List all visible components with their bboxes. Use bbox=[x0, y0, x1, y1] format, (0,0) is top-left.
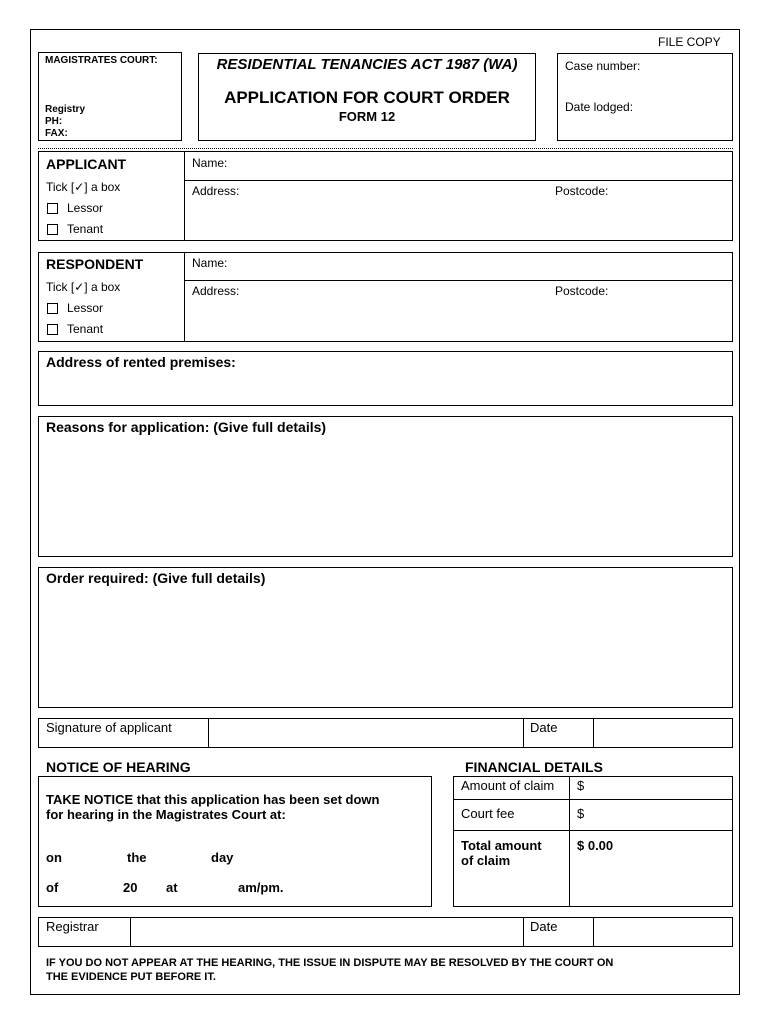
signature-label: Signature of applicant bbox=[46, 720, 172, 735]
form-number: FORM 12 bbox=[338, 109, 396, 124]
respondent-tick-instruction: Tick [✓] a box bbox=[46, 280, 121, 294]
respondent-name-field[interactable]: Name: bbox=[192, 256, 228, 270]
respondent-tenant-label: Tenant bbox=[67, 322, 104, 336]
applicant-section bbox=[38, 151, 733, 241]
applicant-address-field[interactable]: Address: bbox=[192, 184, 240, 198]
separator bbox=[38, 148, 733, 149]
amount-of-claim-field[interactable]: $ bbox=[577, 778, 585, 793]
order-field[interactable] bbox=[38, 567, 733, 708]
registrar-date-field[interactable] bbox=[594, 918, 732, 946]
respondent-tenant-checkbox[interactable] bbox=[47, 324, 58, 335]
reasons-field[interactable] bbox=[38, 416, 733, 557]
registrar-date-divider-left bbox=[523, 917, 524, 947]
notice-ampm: am/pm. bbox=[238, 880, 284, 895]
court-fee-label: Court fee bbox=[461, 806, 515, 821]
applicant-lessor-label: Lessor bbox=[67, 201, 104, 215]
reasons-label: Reasons for application: (Give full details) bbox=[46, 419, 327, 435]
registry-label: Registry bbox=[45, 104, 86, 115]
footer-warning-line-1: IF YOU DO NOT APPEAR AT THE HEARING, THE ISSUE IN DISPUTE MAY BE RESOLVED BY THE COURT ON bbox=[46, 957, 614, 969]
signature-date-label: Date bbox=[530, 720, 558, 735]
signature-date-field[interactable] bbox=[594, 719, 732, 747]
notice-heading: NOTICE OF HEARING bbox=[46, 759, 191, 775]
registrar-label: Registrar bbox=[46, 919, 99, 934]
applicant-lessor-checkbox[interactable] bbox=[47, 203, 58, 214]
financial-row-line-1 bbox=[453, 799, 733, 800]
total-amount-field[interactable]: $ 0.00 bbox=[577, 838, 614, 853]
applicant-tenant-checkbox[interactable] bbox=[47, 224, 58, 235]
applicant-tick-instruction: Tick [✓] a box bbox=[46, 180, 121, 194]
court-label: MAGISTRATES COURT: bbox=[45, 55, 158, 66]
applicant-heading: APPLICANT bbox=[46, 156, 127, 172]
notice-on: on bbox=[46, 850, 62, 865]
notice-at: at bbox=[166, 880, 178, 895]
signature-field[interactable] bbox=[209, 719, 522, 747]
respondent-divider bbox=[184, 252, 185, 342]
applicant-tenant-label: Tenant bbox=[67, 222, 104, 236]
respondent-postcode-field[interactable]: Postcode: bbox=[555, 284, 609, 298]
total-amount-label-2: of claim bbox=[461, 853, 511, 868]
registrar-date-label: Date bbox=[530, 919, 558, 934]
notice-line-2: for hearing in the Magistrates Court at: bbox=[46, 807, 286, 822]
act-title: RESIDENTIAL TENANCIES ACT 1987 (WA) bbox=[216, 56, 518, 73]
date-lodged-field[interactable]: Date lodged: bbox=[565, 100, 634, 114]
respondent-address-field[interactable]: Address: bbox=[192, 284, 240, 298]
amount-of-claim-label: Amount of claim bbox=[461, 778, 555, 793]
financial-heading: FINANCIAL DETAILS bbox=[465, 759, 603, 775]
notice-line-1: TAKE NOTICE that this application has been set down bbox=[46, 792, 380, 807]
applicant-divider bbox=[184, 151, 185, 241]
total-amount-label-1: Total amount bbox=[461, 838, 542, 853]
respondent-heading: RESPONDENT bbox=[46, 256, 144, 272]
respondent-lessor-label: Lessor bbox=[67, 301, 104, 315]
premises-label: Address of rented premises: bbox=[46, 354, 236, 370]
case-number-field[interactable]: Case number: bbox=[565, 59, 641, 73]
respondent-lessor-checkbox[interactable] bbox=[47, 303, 58, 314]
applicant-name-field[interactable]: Name: bbox=[192, 156, 228, 170]
page-title: APPLICATION FOR COURT ORDER bbox=[224, 88, 510, 107]
notice-of: of bbox=[46, 880, 59, 895]
financial-row-line-2 bbox=[453, 830, 733, 831]
footer-warning-line-2: THE EVIDENCE PUT BEFORE IT. bbox=[46, 971, 216, 983]
applicant-name-line bbox=[184, 180, 733, 181]
applicant-postcode-field[interactable]: Postcode: bbox=[555, 184, 609, 198]
court-fee-field[interactable]: $ bbox=[577, 806, 585, 821]
notice-the: the bbox=[127, 850, 147, 865]
notice-year: 20 bbox=[123, 880, 138, 895]
signature-date-divider-left bbox=[523, 718, 524, 748]
ph-label: PH: bbox=[45, 116, 63, 127]
financial-divider bbox=[569, 776, 570, 907]
order-label: Order required: (Give full details) bbox=[46, 570, 266, 586]
notice-day: day bbox=[211, 850, 234, 865]
registrar-signature-field[interactable] bbox=[131, 918, 522, 946]
fax-label: FAX: bbox=[45, 128, 68, 139]
file-copy-label: FILE COPY bbox=[658, 35, 721, 49]
respondent-name-line bbox=[184, 280, 733, 281]
